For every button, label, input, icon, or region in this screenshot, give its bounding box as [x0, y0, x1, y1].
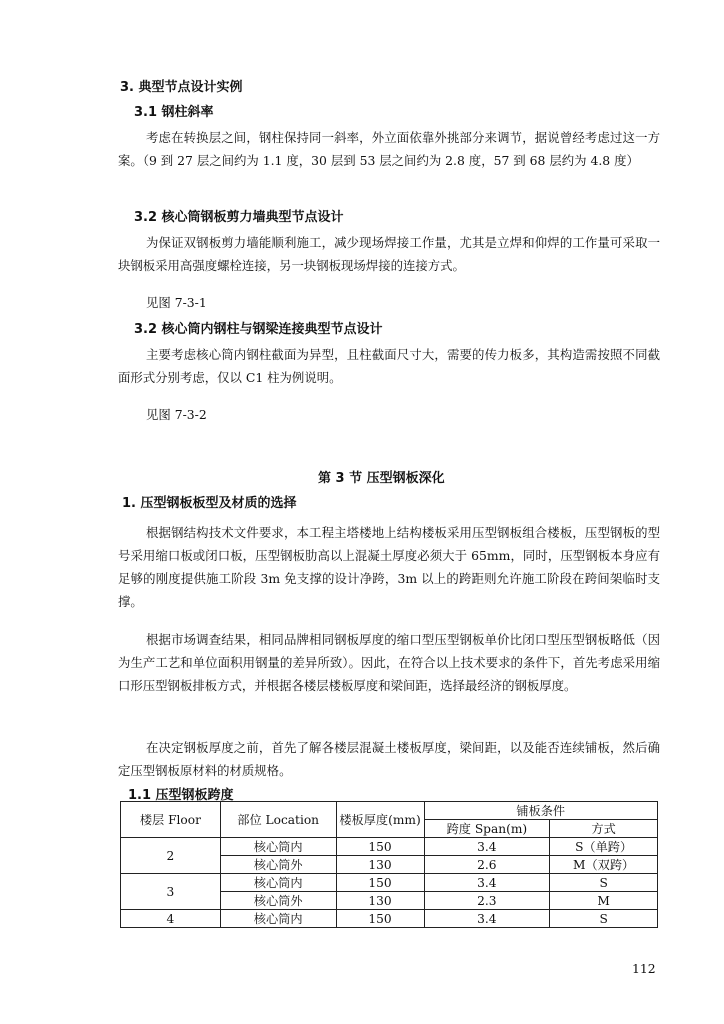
page-number: 112: [632, 961, 656, 976]
figure-ref-7-3-1: 见图 7-3-1: [146, 295, 207, 310]
cell-method: S: [550, 874, 658, 892]
heading-3: 3. 典型节点设计实例: [120, 80, 243, 95]
cell-span: 2.3: [424, 892, 550, 910]
heading-1: 1. 压型钢板板型及材质的选择: [122, 496, 297, 511]
heading-3-2b: 3.2 核心筒内钢柱与钢梁连接典型节点设计: [134, 322, 383, 337]
cell-method: M（双跨）: [550, 856, 658, 874]
paragraph-1b: 根据市场调查结果，相同品牌相同钢板厚度的缩口型压型钢板单价比闭口型压型钢板略低（因为生产工艺和单位面积用钢量的差异所致）。因此，在符合以上技术要求的条件下，首先考虑采用缩口形压型钢板排板方式，并根据各楼层楼板厚度和梁间距，选择最经济的钢板厚度。: [118, 632, 660, 693]
table-row: [121, 838, 658, 856]
paragraph-1c: 在决定钢板厚度之前，首先了解各楼层混凝土楼板厚度，梁间距，以及能否连续铺板，然后确定压型钢板原材料的材质规格。: [118, 740, 660, 778]
cell-location: 核心筒内: [220, 910, 336, 928]
cell-location: 核心筒外: [220, 892, 336, 910]
header-conditions: 铺板条件: [424, 802, 657, 820]
cell-span: 2.6: [424, 856, 550, 874]
cell-location: 核心筒外: [220, 856, 336, 874]
figure-ref-7-3-2: 见图 7-3-2: [146, 407, 207, 422]
paragraph-3-2b: 主要考虑核心筒内钢柱截面为异型，且柱截面尺寸大，需要的传力板多，其构造需按照不同截面形式分别考虑，仅以 C1 柱为例说明。: [118, 347, 660, 385]
heading-1-1: 1.1 压型钢板跨度: [128, 788, 234, 803]
cell-floor: 3: [121, 874, 221, 910]
cell-span: 3.4: [424, 910, 550, 928]
span-table: [120, 801, 658, 928]
heading-3-2a: 3.2 核心筒钢板剪力墙典型节点设计: [134, 210, 344, 225]
cell-thickness: 130: [336, 892, 424, 910]
header-thickness: 楼板厚度(mm): [336, 802, 424, 838]
cell-method: S（单跨）: [550, 838, 658, 856]
table-header-row: [121, 802, 658, 820]
header-span: 跨度 Span(m): [424, 820, 550, 838]
cell-thickness: 150: [336, 838, 424, 856]
header-location: 部位 Location: [220, 802, 336, 838]
paragraph-1a: 根据钢结构技术文件要求，本工程主塔楼地上结构楼板采用压型钢板组合楼板，压型钢板的型号采用缩口板或闭口板，压型钢板肋高以上混凝土厚度必须大于 65mm，同时，压型钢板本身应有足够的刚度提供施工阶段 3m 免支撑的设计净跨，3m 以上的跨距则允许施工阶段在跨间架临时支撑。: [118, 525, 660, 609]
heading-3-1: 3.1 钢柱斜率: [134, 105, 214, 120]
header-floor: 楼层 Floor: [121, 802, 221, 838]
cell-span: 3.4: [424, 874, 550, 892]
cell-floor: 2: [121, 838, 221, 874]
paragraph-3-2a: 为保证双钢板剪力墙能顺利施工，减少现场焊接工作量，尤其是立焊和仰焊的工作量可采取一块钢板采用高强度螺栓连接，另一块钢板现场焊接的连接方式。: [118, 235, 660, 273]
section-title: 第 3 节 压型钢板深化: [318, 471, 445, 486]
cell-floor: 4: [121, 910, 221, 928]
cell-location: 核心筒内: [220, 838, 336, 856]
cell-span: 3.4: [424, 838, 550, 856]
cell-location: 核心筒内: [220, 874, 336, 892]
paragraph-3-1: 考虑在转换层之间，钢柱保持同一斜率，外立面依靠外挑部分来调节，据说曾经考虑过这一方案。（9 到 27 层之间约为 1.1 度，30 层到 53 层之间约为 2.8 度，57 到 68 层约为 4.8 度）: [118, 130, 660, 168]
cell-thickness: 150: [336, 874, 424, 892]
cell-thickness: 130: [336, 856, 424, 874]
table-row: [121, 910, 658, 928]
cell-thickness: 150: [336, 910, 424, 928]
cell-method: S: [550, 910, 658, 928]
table-row: [121, 874, 658, 892]
header-method: 方式: [550, 820, 658, 838]
cell-method: M: [550, 892, 658, 910]
